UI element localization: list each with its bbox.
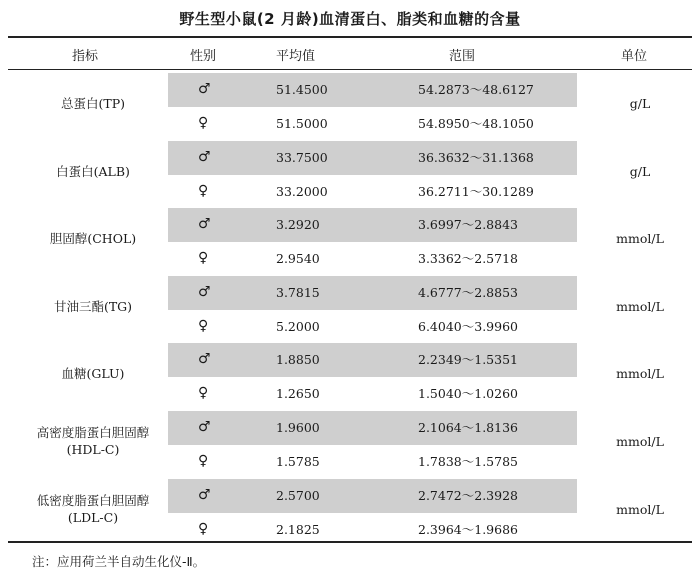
- unit-label: mmol/L: [616, 501, 664, 517]
- indicator-label-line: 胆固醇(CHOL): [49, 231, 137, 247]
- female-mean-value: 51.5000: [276, 116, 328, 131]
- female-range-value: 36.2711～30.1289: [418, 183, 534, 199]
- male-sex-symbol: ♂: [198, 216, 211, 233]
- header-unit: 单位: [621, 49, 648, 64]
- male-mean-value: 33.7500: [276, 149, 328, 165]
- male-sex-symbol: ♂: [198, 486, 211, 503]
- male-range-value: 54.2873～48.6127: [418, 82, 534, 97]
- header-range: 范围: [449, 49, 476, 64]
- indicator-label-line: 甘油三酯(TG): [53, 298, 133, 314]
- female-range-value: 2.3964～1.9686: [418, 521, 518, 537]
- unit-label: mmol/L: [616, 298, 664, 314]
- indicator-label-line: 血糖(GLU): [61, 366, 125, 382]
- female-sex-symbol: ♀: [198, 250, 209, 267]
- male-range-value: 2.7472～2.3928: [418, 487, 518, 503]
- male-range-value: 4.6777～2.8853: [418, 284, 518, 300]
- unit-label: mmol/L: [616, 434, 664, 449]
- female-mean-value: 2.1825: [276, 521, 320, 537]
- indicator-label-line: 总蛋白(TP): [60, 96, 125, 111]
- male-sex-symbol: ♂: [198, 351, 211, 368]
- top-rule: [8, 36, 692, 38]
- indicator-label: [8, 365, 178, 382]
- female-sex-symbol: ♀: [198, 520, 209, 537]
- table-note: 注：应用荷兰半自动生化仪-Ⅱ。: [32, 554, 206, 569]
- male-range-value: 3.6997～2.8843: [418, 217, 518, 233]
- male-mean-value: 51.4500: [276, 82, 328, 97]
- female-sex-symbol: ♀: [198, 317, 209, 334]
- female-range-value: 1.7838～1.5785: [418, 454, 518, 469]
- male-sex-symbol: ♂: [198, 283, 211, 300]
- female-mean-value: 1.5785: [276, 454, 320, 469]
- indicator-label: [8, 95, 178, 112]
- male-mean-value: 2.5700: [276, 487, 320, 503]
- male-mean-value: 1.9600: [276, 420, 320, 435]
- female-range-value: 1.5040～1.0260: [418, 386, 518, 402]
- male-range-value: 36.3632～31.1368: [418, 149, 534, 165]
- indicator-label: [8, 163, 178, 180]
- female-mean-value: 1.2650: [276, 386, 320, 402]
- female-sex-symbol: ♀: [198, 115, 209, 131]
- male-sex-symbol: ♂: [198, 81, 211, 97]
- female-mean-value: 33.2000: [276, 183, 328, 199]
- indicator-label-line: 白蛋白(ALB): [56, 163, 130, 179]
- male-mean-value: 3.7815: [276, 284, 320, 300]
- female-range-value: 54.8950～48.1050: [418, 116, 534, 131]
- female-sex-symbol: ♀: [198, 453, 209, 469]
- male-range-value: 2.1064～1.8136: [418, 420, 518, 435]
- header-sex: 性别: [190, 49, 217, 64]
- bottom-rule: [8, 541, 692, 543]
- indicator-label-line: 低密度脂蛋白胆固醇: [36, 492, 150, 508]
- female-range-value: 3.3362～2.5718: [418, 251, 518, 267]
- female-range-value: 6.4040～3.9960: [418, 318, 518, 334]
- unit-label: mmol/L: [616, 231, 664, 247]
- male-mean-value: 1.8850: [276, 352, 320, 368]
- header-mean: 平均值: [276, 49, 316, 64]
- indicator-label: [8, 492, 178, 526]
- female-mean-value: 5.2000: [276, 318, 320, 334]
- indicator-label: [8, 424, 178, 458]
- indicator-label: [8, 230, 178, 247]
- female-sex-symbol: ♀: [198, 385, 209, 402]
- female-mean-value: 2.9540: [276, 251, 320, 267]
- indicator-label-line: (HDL-C): [66, 442, 120, 457]
- unit-label: g/L: [629, 96, 651, 111]
- unit-label: mmol/L: [616, 366, 664, 382]
- male-sex-symbol: ♂: [198, 148, 211, 165]
- table-title: 野生型小鼠(2 月龄)血清蛋白、脂类和血糖的含量: [179, 10, 521, 28]
- unit-label: g/L: [629, 163, 651, 179]
- header-rule: [8, 69, 692, 70]
- male-range-value: 2.2349～1.5351: [418, 352, 518, 368]
- indicator-label-line: (LDL-C): [67, 509, 119, 525]
- header-indicator: 指标: [72, 49, 99, 64]
- male-mean-value: 3.2920: [276, 217, 320, 233]
- indicator-label-line: 高密度脂蛋白胆固醇: [36, 425, 150, 440]
- indicator-label: [8, 298, 178, 315]
- male-sex-symbol: ♂: [198, 419, 211, 435]
- female-sex-symbol: ♀: [198, 182, 209, 199]
